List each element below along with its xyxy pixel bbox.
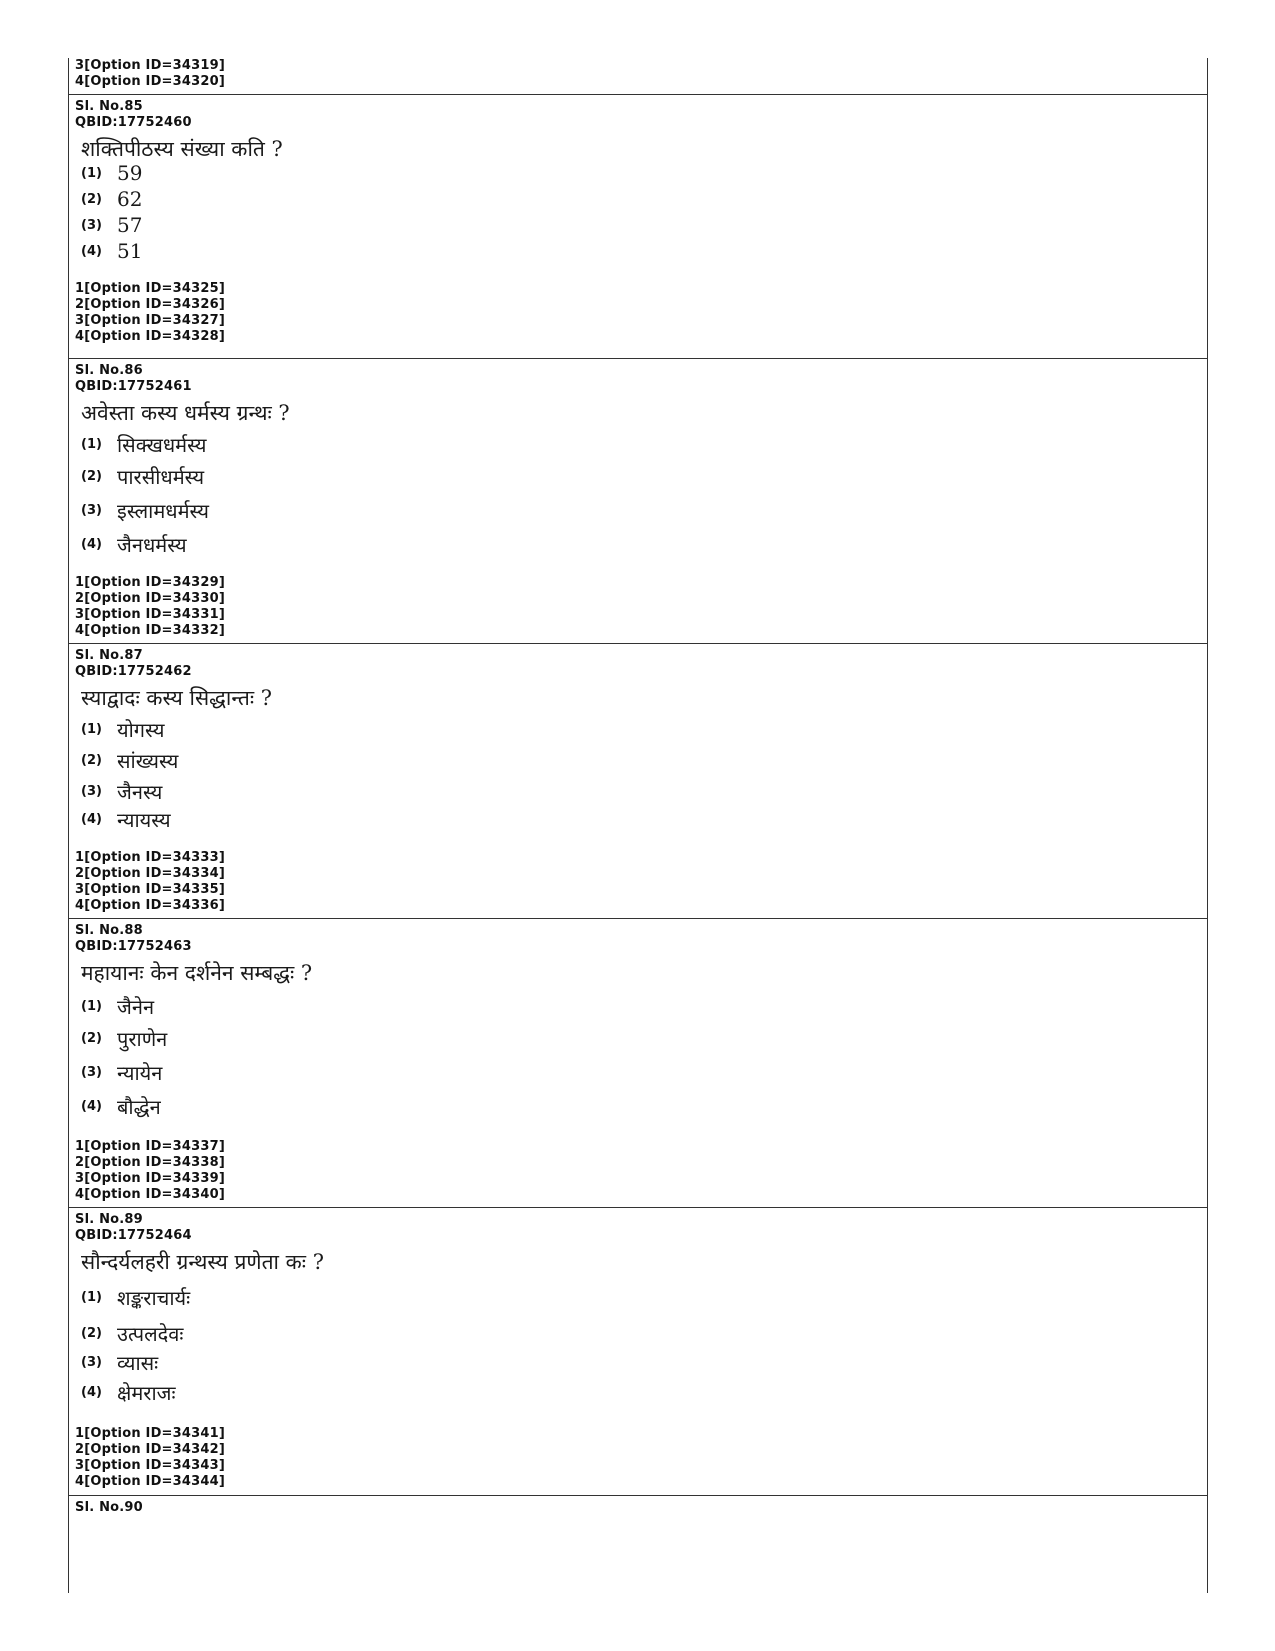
option-id-line: 4[Option ID=34340] [75, 1187, 226, 1202]
option-3 [81, 1349, 158, 1376]
option-id-line: 1[Option ID=34325] [75, 281, 226, 296]
qbid: QBID:17752462 [75, 664, 192, 679]
option-id-line: 1[Option ID=34341] [75, 1426, 226, 1441]
option-id-line: 4[Option ID=34320] [75, 74, 226, 89]
option-text: पारसीधर्मस्य [117, 465, 205, 489]
question-text: सौन्दर्यलहरी ग्रन्थस्य प्रणेता कः ? [81, 1250, 324, 1274]
serial-number: Sl. No.85 [75, 99, 143, 114]
option-number: (3) [81, 503, 102, 518]
option-number: (3) [81, 1065, 102, 1080]
serial-number: Sl. No.90 [75, 1500, 143, 1515]
option-id-line: 4[Option ID=34328] [75, 329, 226, 344]
option-text: शङ्कराचार्यः [117, 1286, 191, 1310]
option-number: (1) [81, 722, 102, 737]
option-id-list [75, 575, 225, 639]
option-id-line: 2[Option ID=34330] [75, 591, 226, 606]
option-id-line: 1[Option ID=34329] [75, 575, 226, 590]
option-id-line: 2[Option ID=34326] [75, 297, 226, 312]
option-text: न्यायस्य [117, 808, 171, 832]
option-text: 51 [117, 239, 143, 263]
option-2 [81, 747, 178, 774]
option-text: व्यासः [117, 1351, 159, 1375]
option-number: (2) [81, 1326, 102, 1341]
option-text: 62 [117, 187, 143, 211]
option-2 [81, 1025, 167, 1052]
question-text: स्याद्वादः कस्य सिद्धान्तः ? [81, 686, 272, 710]
question-text: महायानः केन दर्शनेन सम्बद्धः ? [81, 961, 313, 985]
question-block-88 [69, 918, 1207, 1207]
option-text: जैनस्य [117, 780, 163, 804]
option-number: (4) [81, 537, 102, 552]
option-number: (2) [81, 753, 102, 768]
option-4 [81, 531, 187, 558]
question-block-85 [69, 94, 1207, 358]
option-id-line: 3[Option ID=34335] [75, 882, 226, 897]
option-text: उत्पलदेवः [117, 1322, 184, 1346]
question-block-86 [69, 358, 1207, 643]
option-number: (2) [81, 191, 102, 207]
question-paper-page [68, 58, 1208, 1593]
serial-number: Sl. No.86 [75, 363, 143, 378]
qbid: QBID:17752463 [75, 939, 192, 954]
option-1 [81, 716, 164, 743]
option-text: सिक्खधर्मस्य [117, 433, 207, 457]
option-text: क्षेमराजः [117, 1381, 176, 1405]
option-id-line: 4[Option ID=34332] [75, 623, 226, 638]
qbid: QBID:17752464 [75, 1228, 192, 1243]
option-id-line: 2[Option ID=34334] [75, 866, 226, 881]
option-number: (4) [81, 1099, 102, 1114]
option-1 [81, 993, 154, 1020]
option-3 [81, 213, 142, 237]
option-id-line: 1[Option ID=34333] [75, 850, 226, 865]
question-block-87 [69, 643, 1207, 918]
option-2 [81, 187, 142, 211]
option-number: (1) [81, 999, 102, 1014]
option-4 [81, 806, 171, 833]
option-text: जैनधर्मस्य [117, 533, 187, 557]
option-number: (2) [81, 1031, 102, 1046]
option-text: योगस्य [117, 718, 165, 742]
option-number: (3) [81, 1355, 102, 1370]
option-text: 59 [117, 161, 143, 185]
option-number: (1) [81, 165, 102, 181]
option-id-list [75, 1139, 225, 1203]
option-1 [81, 1284, 190, 1311]
option-id-line: 4[Option ID=34344] [75, 1474, 226, 1489]
option-3 [81, 497, 209, 524]
option-id-list [75, 850, 225, 914]
option-text: बौद्धेन [117, 1095, 161, 1119]
option-id-line: 3[Option ID=34331] [75, 607, 226, 622]
option-number: (4) [81, 243, 102, 259]
serial-number: Sl. No.89 [75, 1212, 143, 1227]
option-id-line: 2[Option ID=34338] [75, 1155, 226, 1170]
option-number: (4) [81, 1385, 102, 1400]
option-text: जैनेन [117, 995, 155, 1019]
option-number: (3) [81, 784, 102, 799]
question-block-90 [69, 1495, 1207, 1593]
question-block-89 [69, 1207, 1207, 1495]
option-1 [81, 161, 142, 185]
option-text: इस्लामधर्मस्य [117, 499, 209, 523]
option-number: (1) [81, 437, 102, 452]
option-4 [81, 1379, 176, 1406]
option-id-line: 3[Option ID=34343] [75, 1458, 226, 1473]
option-number: (2) [81, 469, 102, 484]
option-number: (4) [81, 812, 102, 827]
option-3 [81, 778, 162, 805]
option-id-list [75, 1426, 225, 1490]
option-text: 57 [117, 213, 143, 237]
option-id-line: 3[Option ID=34327] [75, 313, 226, 328]
question-text: अवेस्ता कस्य धर्मस्य ग्रन्थः ? [81, 401, 290, 425]
option-4 [81, 1093, 161, 1120]
option-number: (3) [81, 217, 102, 233]
option-number: (1) [81, 1290, 102, 1305]
option-2 [81, 1320, 183, 1347]
option-id-line: 1[Option ID=34337] [75, 1139, 226, 1154]
qbid: QBID:17752461 [75, 379, 192, 394]
option-id-line: 4[Option ID=34336] [75, 898, 226, 913]
question-text: शक्तिपीठस्य संख्या कति ? [81, 137, 283, 161]
serial-number: Sl. No.87 [75, 648, 143, 663]
option-text: पुराणेन [117, 1027, 168, 1051]
carryover-option-ids [69, 58, 1207, 94]
option-1 [81, 431, 206, 458]
option-4 [81, 239, 142, 263]
serial-number: Sl. No.88 [75, 923, 143, 938]
option-3 [81, 1059, 162, 1086]
option-id-line: 3[Option ID=34339] [75, 1171, 226, 1186]
option-text: सांख्यस्य [117, 749, 179, 773]
option-id-line: 3[Option ID=34319] [75, 58, 226, 73]
qbid: QBID:17752460 [75, 115, 192, 130]
option-id-list [75, 281, 225, 345]
option-2 [81, 463, 204, 490]
option-id-line: 2[Option ID=34342] [75, 1442, 226, 1457]
option-text: न्यायेन [117, 1061, 163, 1085]
